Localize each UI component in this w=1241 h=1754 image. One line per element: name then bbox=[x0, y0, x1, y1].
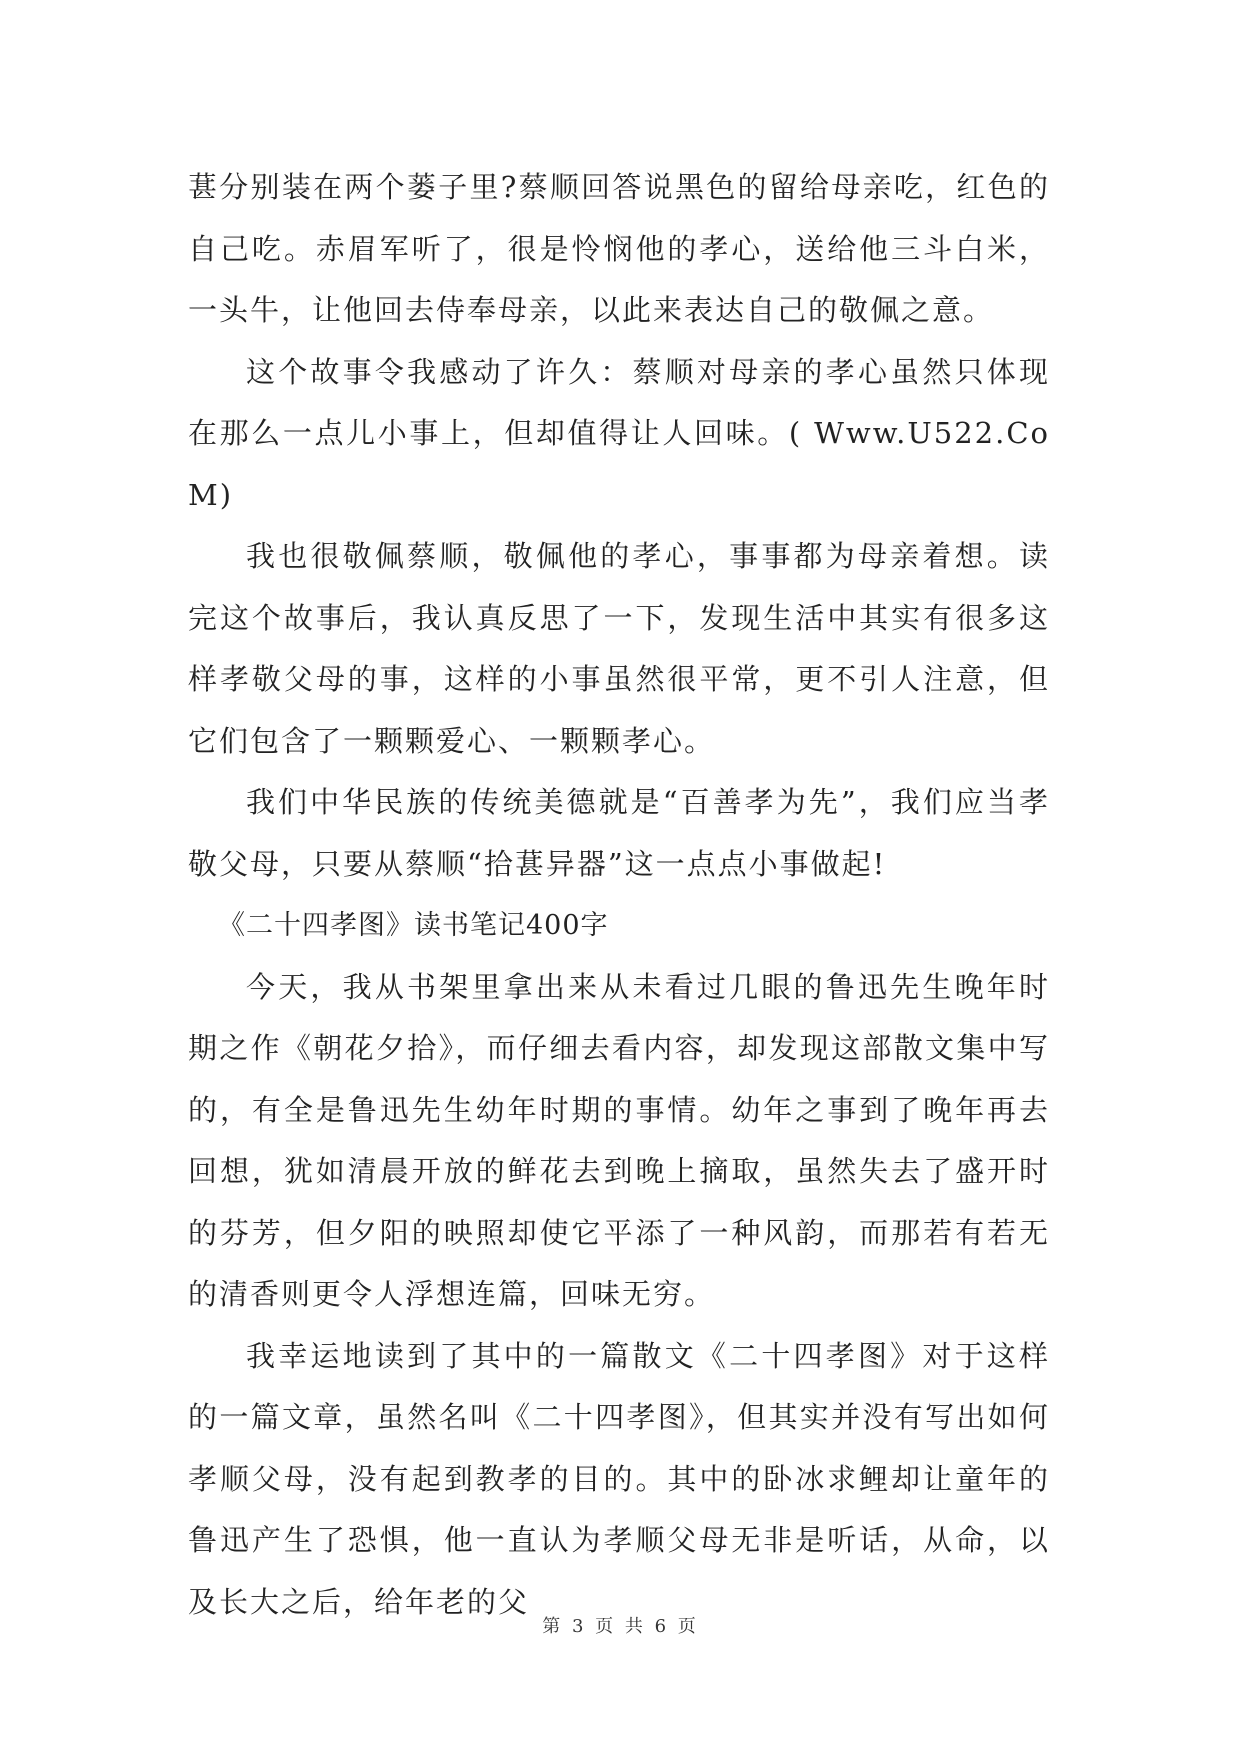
paragraph-twentyfour: 我幸运地读到了其中的一篇散文《二十四孝图》对于这样的一篇文章，虽然名叫《二十四孝图》，但其实并没有写出如何孝顺父母，没有起到教孝的目的。其中的卧冰求鲤却让童年的鲁迅产生了恐惧，他一直认为孝顺父母无非是听话，从命，以及长大之后，给年老的父 bbox=[188, 1338, 1050, 1619]
paragraph-continuation: 葚分别装在两个蒌子里?蔡顺回答说黑色的留给母亲吃，红色的自己吃。赤眉军听了，很是怜悯他的孝心，送给他三斗白米，一头牛，让他回去侍奉母亲，以此来表达自己的敬佩之意。 bbox=[188, 170, 1050, 327]
section-heading: 《二十四孝图》读书笔记400字 bbox=[218, 910, 609, 941]
paragraph-chaohua: 今天，我从书架里拿出来从未看过几眼的鲁迅先生晚年时期之作《朝花夕拾》，而仔细去看内容，却发现这部散文集中写的，有全是鲁迅先生幼年时期的事情。幼年之事到了晚年再去回想，犹如清晨开放的鲜花去到晚上摘取，虽然失去了盛开时的芬芳，但夕阳的映照却使它平添了一种风韵，而那若有若无的清香则更令人浮想连篇，回味无穷。 bbox=[188, 969, 1050, 1311]
document-body bbox=[188, 157, 1050, 1633]
paragraph-story-feeling: 这个故事令我感动了许久：蔡顺对母亲的孝心虽然只体现在那么一点儿小事上，但却值得让人回味。( Www.U522.CoM) bbox=[188, 354, 1050, 512]
paragraph-admiration: 我也很敬佩蔡顺，敬佩他的孝心，事事都为母亲着想。读完这个故事后，我认真反思了一下，发现生活中其实有很多这样孝敬父母的事，这样的小事虽然很平常，更不引人注意，但它们包含了一颗颗爱心、一颗颗孝心。 bbox=[188, 539, 1050, 758]
paragraph-virtue: 我们中华民族的传统美德就是“百善孝为先”，我们应当孝敬父母，只要从蔡顺“拾葚异器”这一点点小事做起! bbox=[188, 785, 1050, 881]
page-number-footer: 第 3 页 共 6 页 bbox=[542, 1616, 699, 1637]
